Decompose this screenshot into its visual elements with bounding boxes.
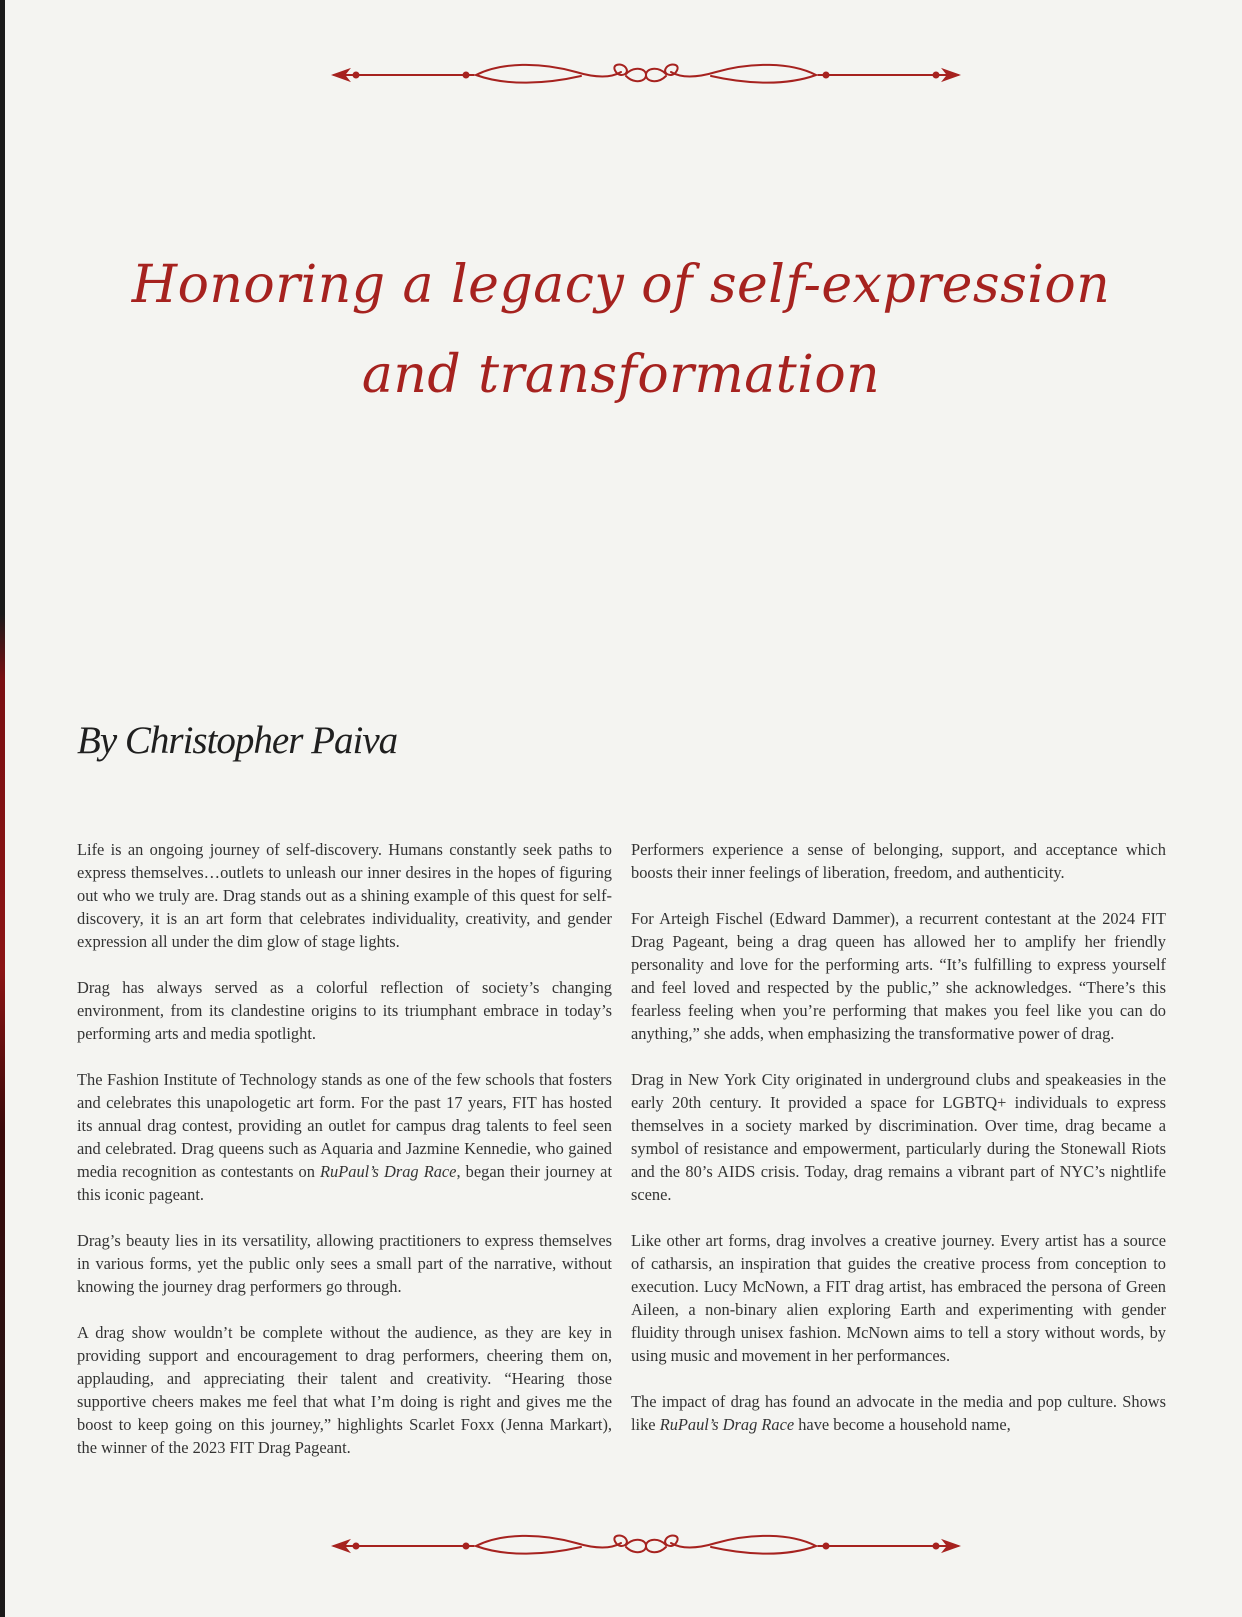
article-title [40, 240, 1202, 420]
show-title-italic: RuPaul’s Drag Race [659, 1415, 795, 1434]
paragraph-text: have become a household name, [794, 1415, 1011, 1434]
ornament-divider-bottom [326, 1531, 966, 1561]
page-edge-strip [0, 0, 5, 1617]
title-line-1: Honoring a legacy of self-expression [131, 255, 1111, 315]
paragraph: A drag show wouldn’t be complete without the audience, as they are key in providing support and encouragement to drag performers, cheering them on, applauding, and appreciating their talent and creativity. “Hearing those supportive cheers makes me feel that what I’m doing is right and gives me the boost to keep going on this journey,” highlights Scarlet Foxx (Jenna Markart), the winner of the 2023 FIT Drag Pageant. [77, 1323, 612, 1457]
paragraph-text: , began their journey at this iconic pageant. [77, 1162, 612, 1204]
paragraph: Drag in New York City originated in underground clubs and speakeasies in the early 20th century. It provided a space for LGBTQ+ individuals to express themselves in a society marked by discrimination. Over time, drag became a symbol of resistance and empowerment, particularly during the Stonewall Riots and the 80’s AIDS crisis. Today, drag remains a vibrant part of NYC’s nightlife scene. [631, 1070, 1166, 1204]
left-column [77, 838, 612, 1459]
paragraph: Drag’s beauty lies in its versatility, allowing practitioners to express themselves in various forms, yet the public only sees a small part of the narrative, without knowing the journey drag performers go through. [77, 1231, 612, 1296]
show-title-italic: RuPaul’s Drag Race [320, 1162, 457, 1181]
paragraph: Performers experience a sense of belonging, support, and acceptance which boosts their inner feelings of liberation, freedom, and authenticity. [631, 840, 1166, 882]
paragraph: Drag has always served as a colorful reflection of society’s changing environment, from its clandestine origins to its triumphant embrace in today’s performing arts and media spotlight. [77, 978, 612, 1043]
paragraph-text: The Fashion Institute of Technology stands as one of the few schools that fosters and celebrates this unapologetic art form. For the past 17 years, FIT has hosted its annual drag contest, providing an outlet for campus drag talents to feel seen and celebrated. Drag queens such as Aquaria and Jazmine Kennedie, who gained media recognition as contestants on [77, 1070, 612, 1181]
paragraph-text: The impact of drag has found an advocate in the media and pop culture. Shows like [631, 1392, 1166, 1434]
right-column [631, 838, 1166, 1436]
paragraph: For Arteigh Fischel (Edward Dammer), a recurrent contestant at the 2024 FIT Drag Pageant, being a drag queen has allowed her to amplify her friendly personality and love for the performing arts. “It’s fulfilling to express yourself and feel loved and respected by the public,” she acknowledges. “There’s this fearless feeling when you’re performing that makes you feel like you can do anything,” she adds, when emphasizing the transformative power of drag. [631, 909, 1166, 1043]
paragraph [77, 1068, 612, 1206]
ornament-divider-top [326, 60, 966, 90]
paragraph: Life is an ongoing journey of self-discovery. Humans constantly seek paths to express themselves…outlets to unleash our inner desires in the hopes of figuring out who we truly are. Drag stands out as a shining example of this quest for self-discovery, it is an art form that celebrates individuality, creativity, and gender expression all under the dim glow of stage lights. [77, 840, 612, 951]
title-line-2: and transformation [361, 345, 881, 405]
author-byline: By Christopher Paiva [77, 719, 398, 762]
paragraph [631, 1390, 1166, 1436]
paragraph: Like other art forms, drag involves a creative journey. Every artist has a source of catharsis, an inspiration that guides the creative process from conception to execution. Lucy McNown, a FIT drag artist, has embraced the persona of Green Aileen, a non-binary alien exploring Earth and experimenting with gender fluidity through unisex fashion. McNown aims to tell a story without words, by using music and movement in her performances. [631, 1231, 1166, 1365]
